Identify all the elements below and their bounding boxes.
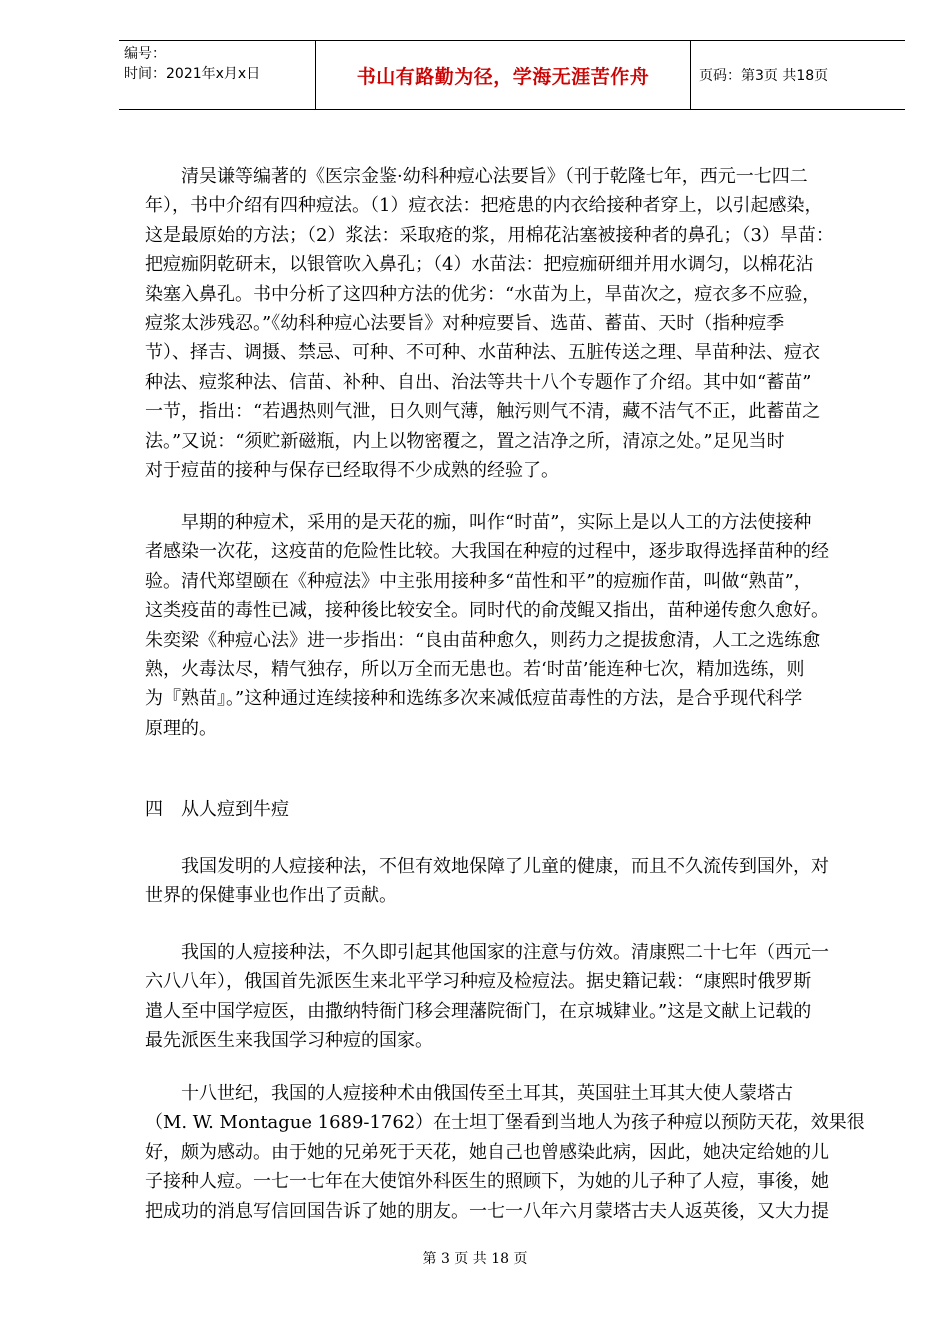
paragraph-5 bbox=[145, 1079, 865, 1226]
header-info-cell bbox=[119, 41, 316, 109]
text-line: （M. W. Montague 1689-1762）在士坦丁堡看到当地人为孩子种痘以预防天花，效果很 bbox=[145, 1112, 865, 1134]
text-line: 遣人至中国学痘医，由撒纳特衙门移会理藩院衙门，在京城肄业。”这是文献上记载的 bbox=[145, 1000, 812, 1022]
text-line: 最先派医生来我国学习种痘的国家。 bbox=[145, 1030, 433, 1052]
text-line: 原理的。 bbox=[145, 717, 217, 739]
text-line: 种法、痘浆种法、信苗、补种、自出、治法等共十八个专题作了介绍。其中如“蓄苗” bbox=[145, 371, 812, 393]
paragraph-3 bbox=[145, 852, 865, 911]
paragraph-1 bbox=[145, 162, 865, 485]
text-line: 者感染一次花，这疫苗的危险性比较。大我国在种痘的过程中，逐步取得选择苗种的经 bbox=[145, 541, 829, 563]
text-line: 一节，指出：“若遇热则气泄，日久则气薄，触污则气不清，藏不洁气不正，此蓄苗之 bbox=[145, 401, 821, 423]
text-line: 染塞入鼻孔。书中分析了这四种方法的优劣：“水苗为上，旱苗次之，痘衣多不应验， bbox=[145, 283, 821, 305]
paragraph-4 bbox=[145, 938, 865, 1056]
text-line: 为『熟苗』。”这种通过连续接种和选练多次来减低痘苗毒性的方法，是合乎现代科学 bbox=[145, 688, 803, 710]
text-line: 痘浆太涉残忍。”《幼科种痘心法要旨》对种痘要旨、选苗、蓄苗、天时（指种痘季 bbox=[145, 313, 785, 335]
text-line: 朱奕梁《种痘心法》进一步指出：“良由苗种愈久，则药力之提拔愈清，人工之选练愈 bbox=[145, 629, 821, 651]
section-title: 四 从人痘到牛痘 bbox=[145, 799, 289, 820]
text-line: 年），书中介绍有四种痘法。（1）痘衣法：把疮患的内衣给接种者穿上，以引起感染， bbox=[145, 195, 823, 217]
text-line: 这是最原始的方法；（2）浆法：采取疮的浆，用棉花沾塞被接种者的鼻孔；（3）旱苗： bbox=[145, 224, 834, 246]
text-line: 清吴谦等编著的《医宗金鉴·幼科种痘心法要旨》（刊于乾隆七年，西元一七四二 bbox=[181, 166, 808, 187]
number-label: 编号： bbox=[124, 46, 166, 62]
text-line: 六八八年），俄国首先派医生来北平学习种痘及检痘法。据史籍记载：“康熙时俄罗斯 bbox=[145, 971, 812, 993]
text-line: 这类疫苗的毒性已减，接种後比较安全。同时代的俞茂鲲又指出，苗种递传愈久愈好。 bbox=[145, 600, 829, 622]
page-header bbox=[119, 40, 905, 110]
text-line: 早期的种痘术，采用的是天花的痂，叫作“时苗”，实际上是以人工的方法使接种 bbox=[181, 512, 812, 533]
text-line: 验。清代郑望颐在《种痘法》中主张用接种多“苗性和平”的痘痂作苗，叫做“熟苗”， bbox=[145, 570, 812, 592]
text-line: 法。”又说：“须贮新磁瓶，内上以物密覆之，置之洁净之所，清凉之处。”足见当时 bbox=[145, 430, 785, 452]
header-motto: 书山有路勤为径，学海无涯苦作舟 bbox=[316, 41, 691, 109]
text-line: 我国的人痘接种法，不久即引起其他国家的注意与仿效。清康熙二十七年（西元一 bbox=[181, 942, 829, 963]
paragraph-2 bbox=[145, 508, 865, 743]
text-line: 把痘痂阴乾研末，以银管吹入鼻孔；（4）水苗法：把痘痂研细并用水调匀，以棉花沾 bbox=[145, 254, 814, 276]
text-line: 好，颇为感动。由于她的兄弟死于天花，她自己也曾感染此病，因此，她决定给她的儿 bbox=[145, 1141, 829, 1163]
header-page-label: 页码：第3页 共18页 bbox=[699, 68, 829, 84]
text-line: 熟，火毒汰尽，精气独存，所以万全而无患也。若‘时苗’能连种七次，精加选练，则 bbox=[145, 659, 805, 681]
time-label: 时间：2021年x月x日 bbox=[124, 66, 261, 82]
text-line: 十八世纪，我国的人痘接种术由俄国传至土耳其，英国驻土耳其大使人蒙塔古 bbox=[181, 1083, 793, 1104]
section-heading bbox=[145, 795, 865, 824]
text-line: 世界的保健事业也作出了贡献。 bbox=[145, 885, 397, 907]
text-line: 子接种人痘。一七一七年在大使馆外科医生的照顾下，为她的儿子种了人痘，事後，她 bbox=[145, 1171, 829, 1193]
text-line: 节）、择吉、调摄、禁忌、可种、不可种、水苗种法、五脏传送之理、旱苗种法、痘衣 bbox=[145, 342, 820, 364]
text-line: 我国发明的人痘接种法，不但有效地保障了儿童的健康，而且不久流传到国外，对 bbox=[181, 856, 829, 877]
text-line: 把成功的消息写信回国告诉了她的朋友。一七一八年六月蒙塔古夫人返英後，又大力提 bbox=[145, 1200, 829, 1222]
page-footer: 第 3 页 共 18 页 bbox=[422, 1251, 528, 1267]
text-line: 对于痘苗的接种与保存已经取得不少成熟的经验了。 bbox=[145, 460, 559, 482]
